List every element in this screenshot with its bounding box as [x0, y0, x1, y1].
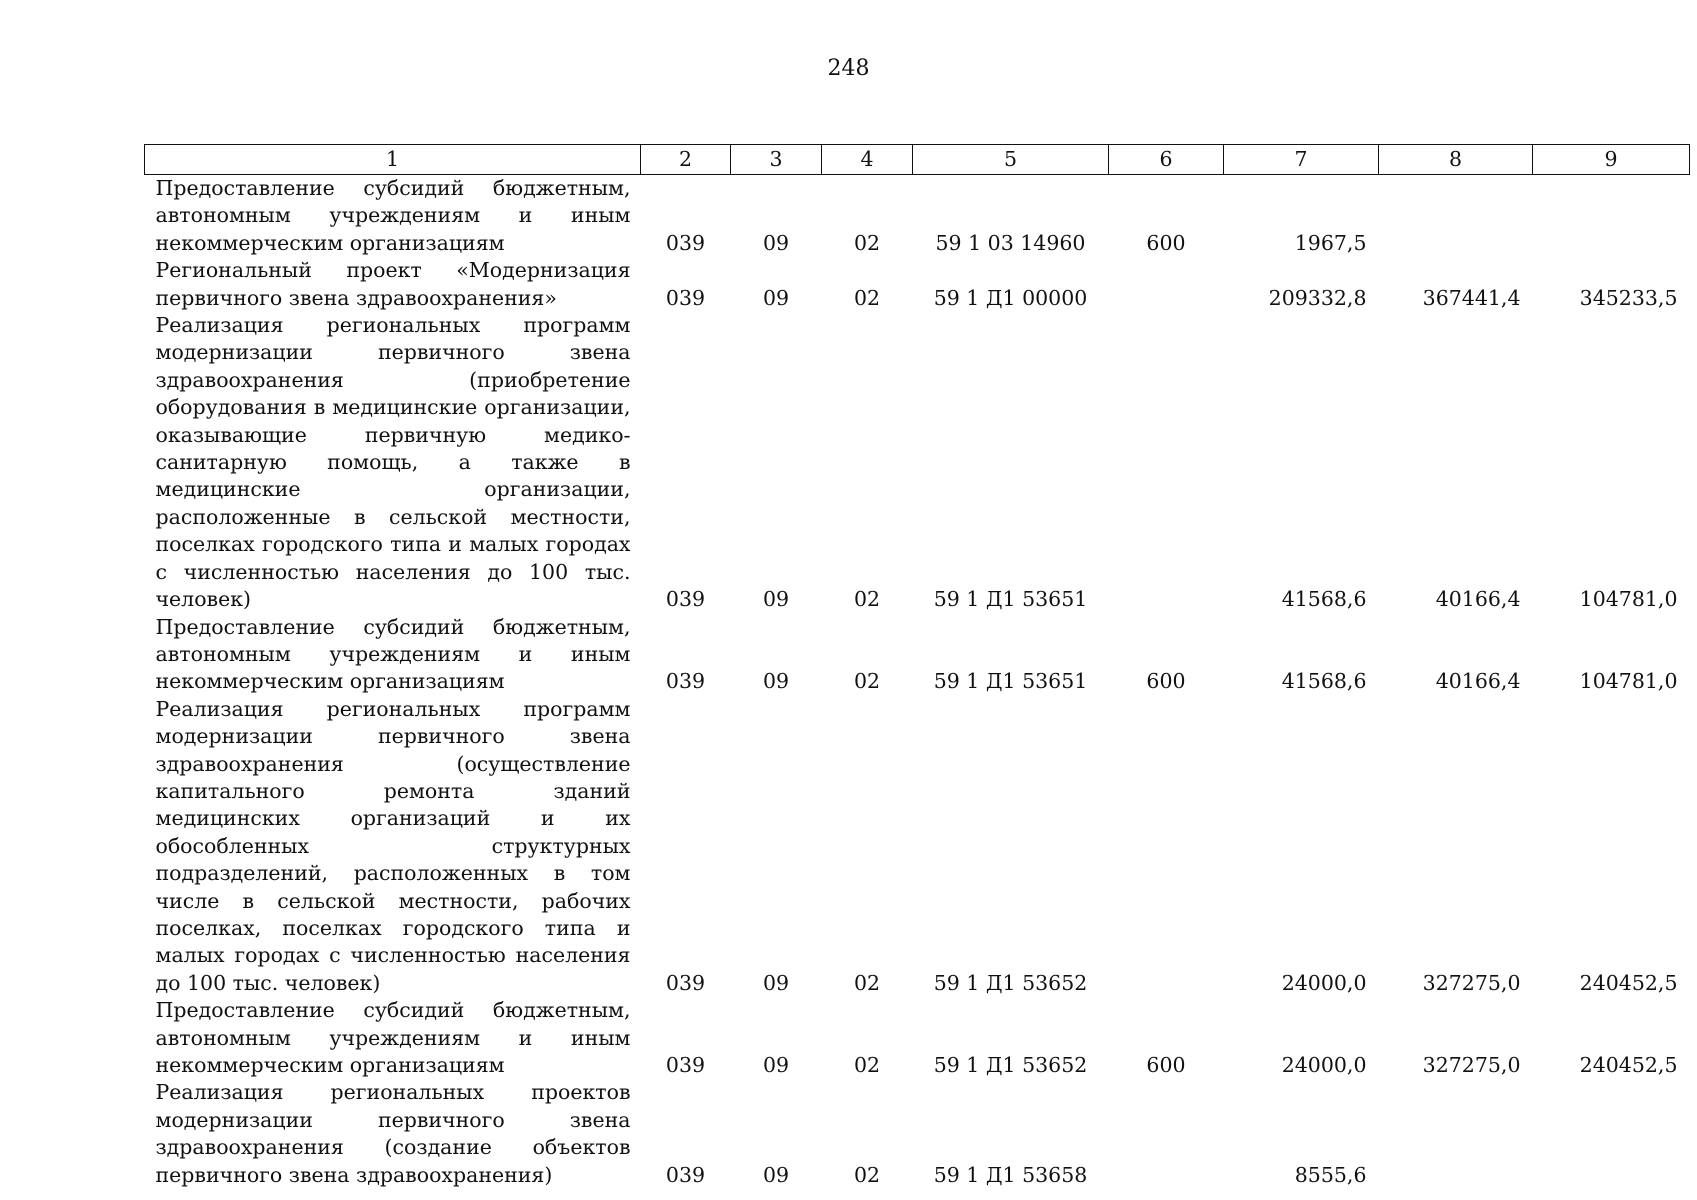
- row-subsection-code: 02: [853, 970, 881, 995]
- row-amount-col8: 367441,4: [1422, 285, 1521, 310]
- row-amount-col8: [1379, 175, 1533, 258]
- row-target-article: 59 1 Д1 53658: [933, 1162, 1088, 1187]
- header-col-7: 7: [1224, 145, 1379, 175]
- row-amount-col8: 327275,0: [1422, 970, 1521, 995]
- row-amount-col9: 104781,0: [1579, 587, 1678, 612]
- row-ministry-code: 039: [665, 1053, 706, 1077]
- row-description: Предоставление субсидий бюджетным, автономным учреждениям и иным некоммерческим организациям: [155, 176, 631, 255]
- row-subsection-code: 02: [853, 587, 881, 612]
- row-amount-col9: 345233,5: [1579, 285, 1678, 310]
- row-section-code: 09: [762, 230, 790, 255]
- row-ministry-code: 039: [665, 285, 706, 310]
- row-amount-col9: [1533, 1079, 1690, 1189]
- row-target-article: 59 1 Д1 00000: [933, 285, 1088, 310]
- row-amount-col9: [1533, 175, 1690, 258]
- row-section-code: 09: [762, 285, 790, 310]
- table-row: [145, 997, 1690, 1079]
- row-ministry-code: 039: [665, 1162, 706, 1187]
- table-row: [145, 1079, 1690, 1189]
- row-description: Реализация региональных программ модернизации первичного звена здравоохранения (осуществление капитального ремонта зданий медицинских организаций и их обособленных структурных подразделений, расположенных в том числе в сельской местности, рабочих поселках, поселках городского типа и малых городах с численностью населения до 100 тыс. человек): [155, 696, 631, 995]
- row-subsection-code: 02: [853, 230, 881, 255]
- table-row: [145, 312, 1690, 613]
- row-description: Реализация региональных проектов модернизации первичного звена здравоохранения (создание объектов первичного звена здравоохранения): [155, 1080, 631, 1187]
- row-ministry-code: 039: [665, 669, 706, 694]
- header-col-9: 9: [1533, 145, 1690, 175]
- row-amount-col7: 1967,5: [1294, 230, 1367, 255]
- row-section-code: 09: [762, 1053, 790, 1077]
- row-amount-col9: 104781,0: [1579, 669, 1678, 694]
- row-section-code: 09: [762, 1162, 790, 1187]
- row-target-article: 59 1 Д1 53652: [933, 970, 1088, 995]
- row-amount-col8: 327275,0: [1422, 1053, 1521, 1077]
- header-col-8: 8: [1379, 145, 1533, 175]
- row-description: Региональный проект «Модернизация первичного звена здравоохранения»: [155, 258, 631, 310]
- table-row: [145, 257, 1690, 312]
- header-col-5: 5: [913, 145, 1109, 175]
- row-amount-col7: 24000,0: [1281, 970, 1367, 995]
- row-amount-col8: 40166,4: [1435, 669, 1521, 694]
- row-subsection-code: 02: [853, 1053, 881, 1077]
- header-col-1: 1: [145, 145, 641, 175]
- header-col-4: 4: [822, 145, 913, 175]
- row-target-article: 59 1 03 14960: [935, 230, 1086, 255]
- row-expense-type: [1109, 696, 1224, 997]
- row-subsection-code: 02: [853, 285, 881, 310]
- header-col-2: 2: [641, 145, 731, 175]
- row-target-article: 59 1 Д1 53651: [933, 669, 1088, 694]
- budget-table: [144, 144, 1690, 1189]
- row-amount-col9: 240452,5: [1579, 1053, 1678, 1077]
- row-expense-type: 600: [1146, 230, 1186, 255]
- header-col-6: 6: [1109, 145, 1224, 175]
- row-expense-type: [1109, 257, 1224, 312]
- row-description: Реализация региональных программ модернизации первичного звена здравоохранения (приобретение оборудования в медицинские организации, оказывающие первичную медико-санитарную помощь, а также в медицинские организации, расположенные в сельской местности, поселках городского типа и малых городах с численностью населения до 100 тыс. человек): [155, 313, 631, 612]
- row-section-code: 09: [762, 970, 790, 995]
- row-subsection-code: 02: [853, 669, 881, 694]
- row-amount-col8: [1379, 1079, 1533, 1189]
- row-amount-col7: 8555,6: [1294, 1162, 1367, 1187]
- row-amount-col9: 240452,5: [1579, 970, 1678, 995]
- row-section-code: 09: [762, 669, 790, 694]
- row-target-article: 59 1 Д1 53651: [933, 587, 1088, 612]
- row-amount-col7: 41568,6: [1281, 587, 1367, 612]
- row-amount-col8: 40166,4: [1435, 587, 1521, 612]
- row-amount-col7: 24000,0: [1281, 1053, 1367, 1077]
- row-amount-col7: 41568,6: [1281, 669, 1367, 694]
- table-row: [145, 696, 1690, 997]
- row-expense-type: 600: [1146, 1053, 1186, 1077]
- column-number-header: [145, 145, 1690, 175]
- table-row: [145, 175, 1690, 258]
- row-description: Предоставление субсидий бюджетным, автономным учреждениям и иным некоммерческим организациям: [155, 998, 631, 1077]
- page-number: 248: [827, 56, 870, 81]
- row-ministry-code: 039: [665, 230, 706, 255]
- row-ministry-code: 039: [665, 587, 706, 612]
- row-ministry-code: 039: [665, 970, 706, 995]
- table-row: [145, 614, 1690, 696]
- row-amount-col7: 209332,8: [1268, 285, 1367, 310]
- row-subsection-code: 02: [853, 1162, 881, 1187]
- row-description: Предоставление субсидий бюджетным, автономным учреждениям и иным некоммерческим организациям: [155, 614, 631, 694]
- row-expense-type: 600: [1146, 669, 1186, 694]
- row-target-article: 59 1 Д1 53652: [933, 1053, 1088, 1077]
- row-expense-type: [1109, 1079, 1224, 1189]
- header-col-3: 3: [731, 145, 822, 175]
- row-expense-type: [1109, 312, 1224, 613]
- row-section-code: 09: [762, 587, 790, 612]
